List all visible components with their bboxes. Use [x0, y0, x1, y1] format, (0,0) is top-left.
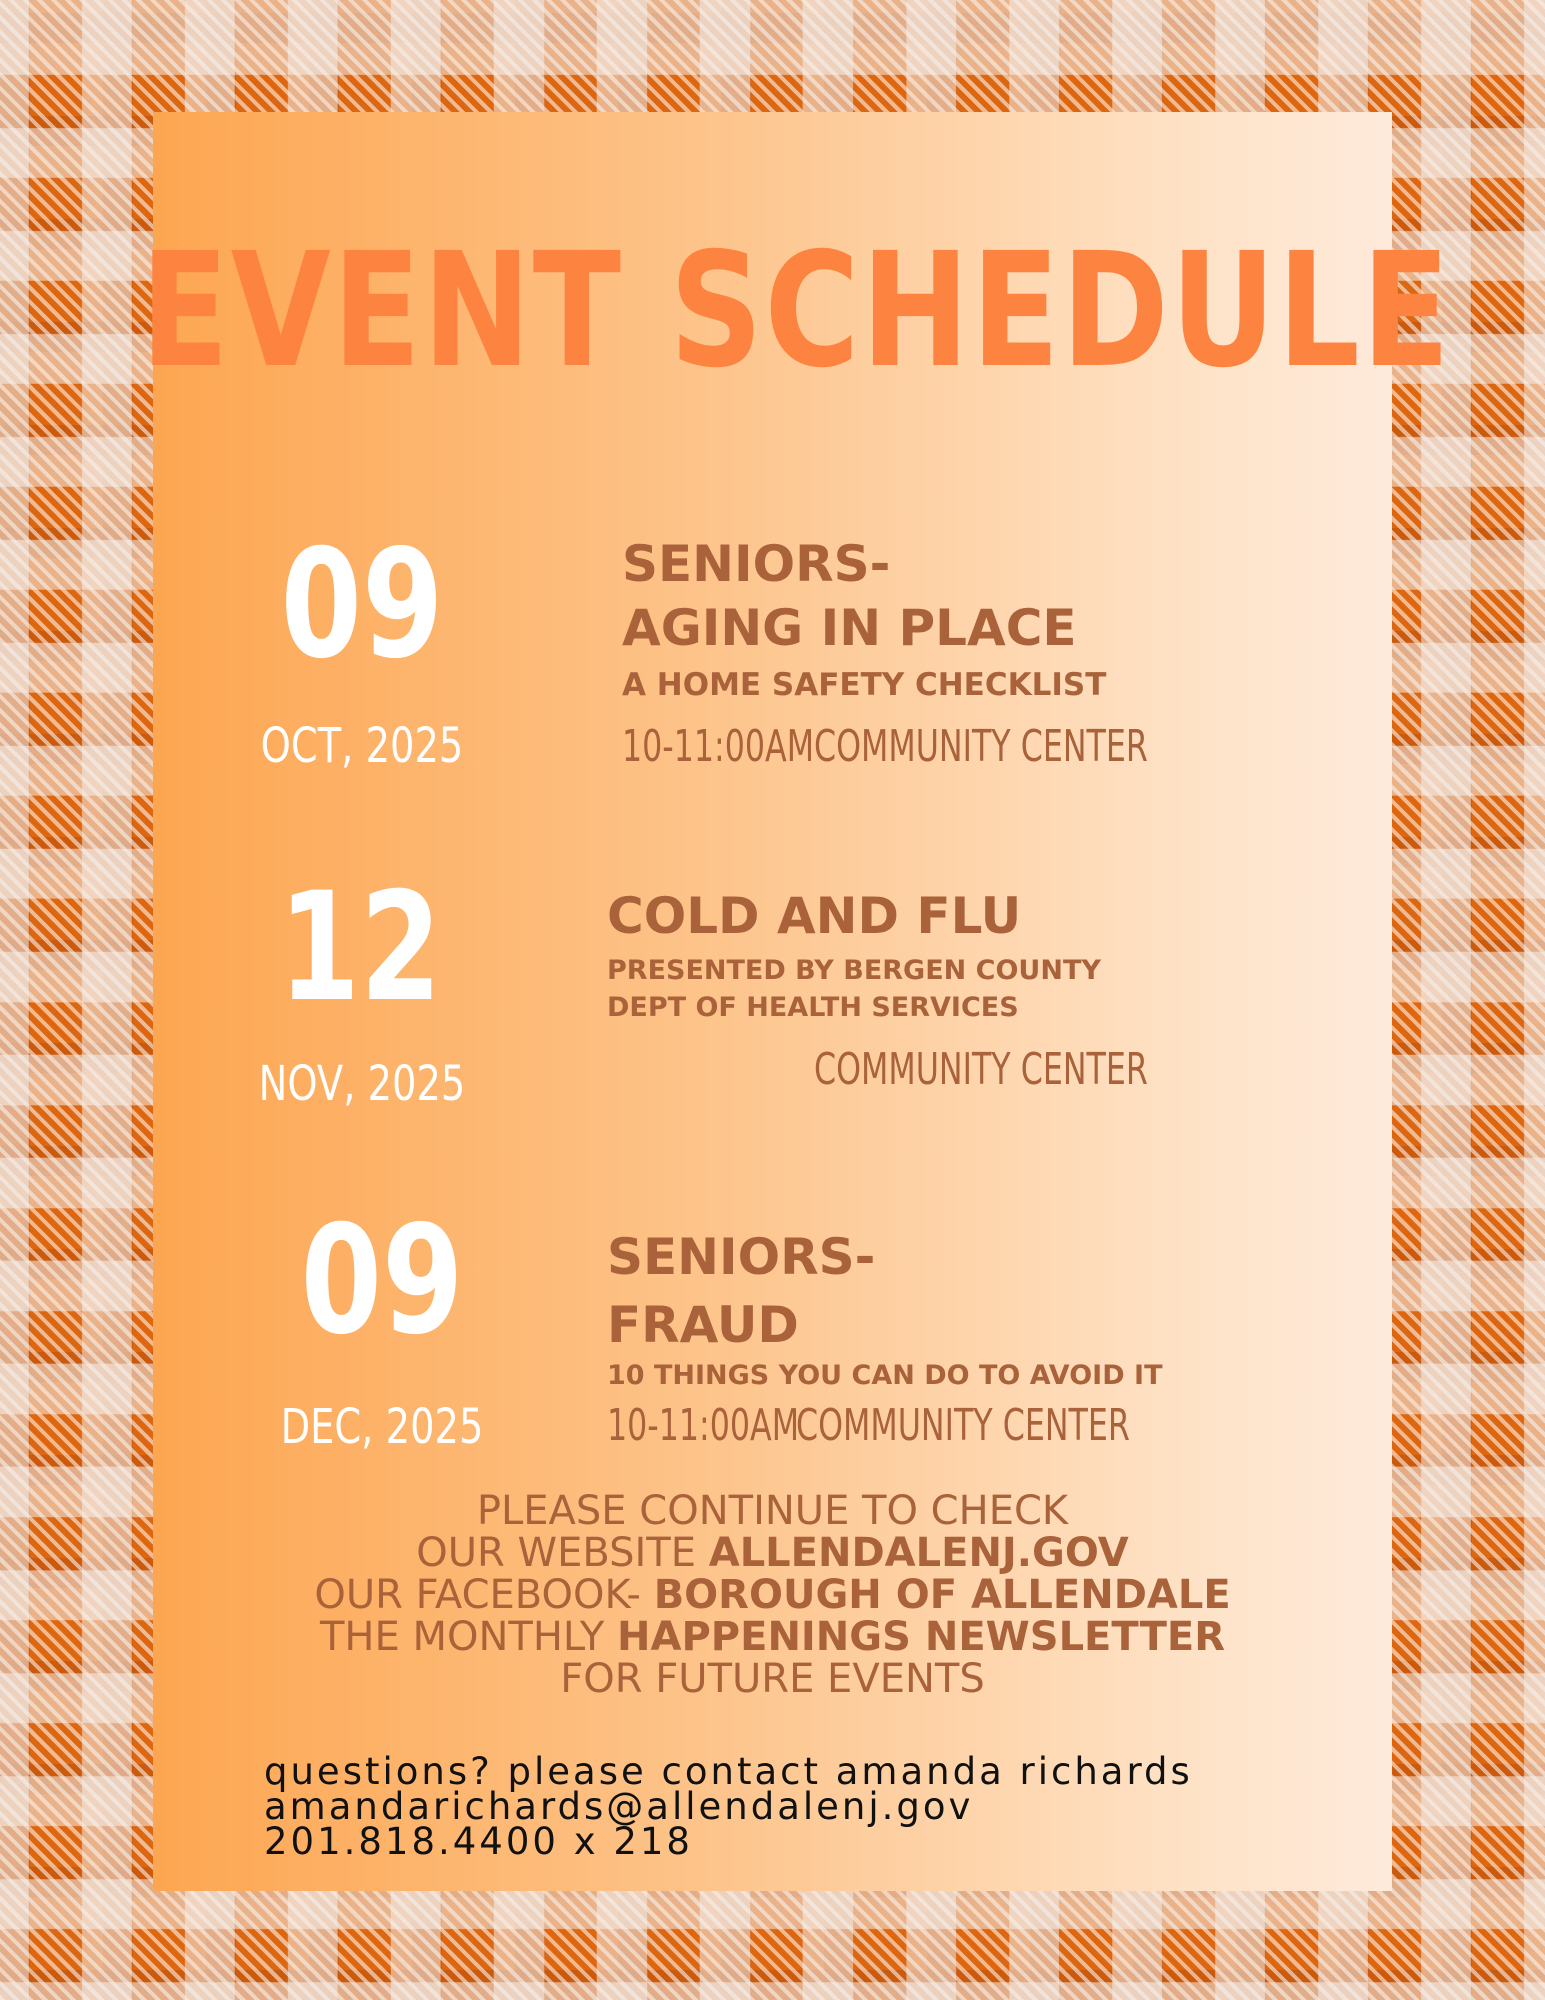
contact-line: questions? please contact amanda richards: [264, 1750, 1193, 1793]
event-location: COMMUNITY CENTER: [814, 721, 1148, 772]
contact-email[interactable]: amandarichards@allendalenj.gov: [264, 1785, 974, 1828]
newsletter-name: HAPPENINGS NEWSLETTER: [617, 1614, 1225, 1660]
event-title-line1: SENIORS-: [622, 535, 891, 593]
event-day: 09: [300, 1194, 464, 1368]
event-title-line1: COLD AND FLU: [607, 887, 1022, 945]
facebook-name: BOROUGH OF ALLENDALE: [653, 1572, 1231, 1618]
contact-info: [264, 1750, 1193, 1863]
event-title-line2: FRAUD: [607, 1296, 799, 1354]
event-time: 10-11:00AM: [622, 721, 815, 772]
notice-line5: FOR FUTURE EVENTS: [560, 1656, 985, 1702]
event-location: COMMUNITY CENTER: [796, 1400, 1130, 1451]
contact-phone: 201.818.4400 x 218: [264, 1820, 693, 1863]
event-title-line1: SENIORS-: [607, 1228, 876, 1286]
notice-line3: [153, 1574, 1392, 1616]
event-day: 09: [280, 518, 444, 692]
event-location: COMMUNITY CENTER: [814, 1044, 1148, 1095]
notice-line2-prefix: OUR WEBSITE: [416, 1530, 709, 1576]
event-time: 10-11:00AM: [607, 1400, 800, 1451]
notice-line1: PLEASE CONTINUE TO CHECK: [476, 1488, 1069, 1534]
event-subtitle: 10 THINGS YOU CAN DO TO AVOID IT: [607, 1360, 1163, 1391]
event-month: OCT, 2025: [260, 718, 464, 774]
event-month: DEC, 2025: [280, 1399, 484, 1455]
notice-line4-prefix: THE MONTHLY: [319, 1614, 618, 1660]
event-title-line2: AGING IN PLACE: [622, 599, 1077, 657]
event-subtitle-line2: DEPT OF HEALTH SERVICES: [607, 992, 1019, 1023]
event-day: 12: [278, 861, 442, 1035]
notice-line3-prefix: OUR FACEBOOK-: [314, 1572, 654, 1618]
event-subtitle: A HOME SAFETY CHECKLIST: [622, 667, 1107, 703]
event-subtitle-line1: PRESENTED BY BERGEN COUNTY: [607, 955, 1101, 986]
notice-line4: [153, 1616, 1392, 1658]
notice-line2: [153, 1532, 1392, 1574]
website-link[interactable]: ALLENDALENJ.GOV: [708, 1530, 1129, 1576]
event-month: NOV, 2025: [258, 1056, 466, 1112]
future-events-notice: [153, 1490, 1392, 1700]
page-title: EVENT SCHEDULE: [140, 219, 1452, 403]
